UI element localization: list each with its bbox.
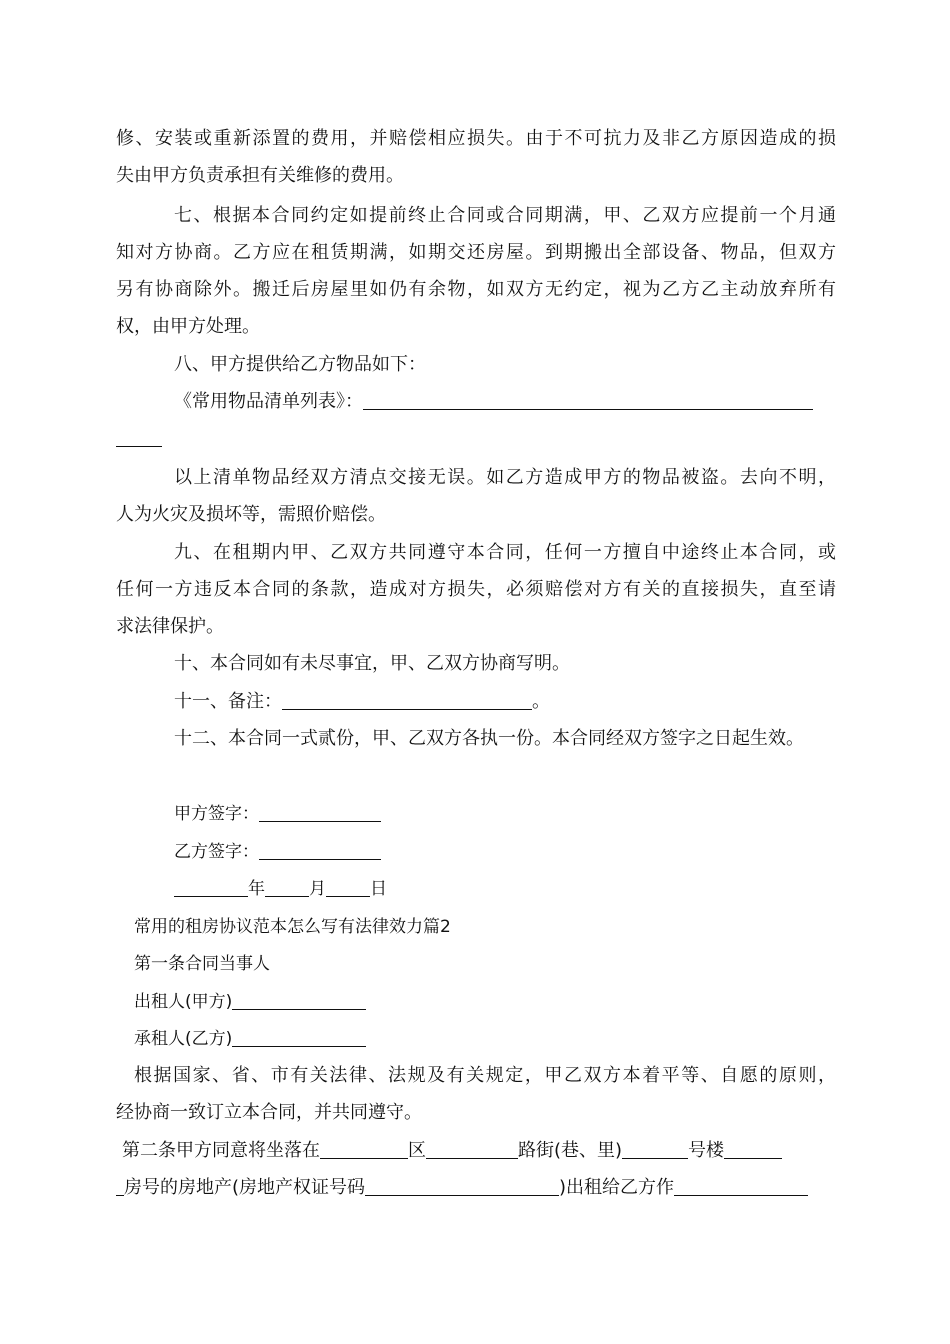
item-list-blank bbox=[363, 391, 813, 410]
building-label: 号楼 bbox=[688, 1140, 725, 1161]
paragraph-line: 失由甲方负责承担有关维修的费用。 bbox=[116, 165, 404, 186]
district-blank bbox=[320, 1140, 408, 1159]
street-blank bbox=[426, 1140, 518, 1159]
room-blank-continued bbox=[116, 1177, 124, 1196]
item-list-blank bbox=[116, 428, 162, 447]
building-blank bbox=[622, 1140, 688, 1159]
year-label: 年 bbox=[248, 879, 265, 899]
remarks-label: 十一、备注： bbox=[174, 691, 282, 712]
paragraph-line: 另有协商除外。搬迁后房屋里如仍有余物，如双方无约定，视为乙方乙主动放弃所有 bbox=[116, 279, 836, 300]
article-two-line-continued bbox=[116, 1177, 836, 1199]
lease-purpose-blank bbox=[674, 1177, 808, 1196]
lessor-blank bbox=[232, 991, 366, 1010]
remarks-line bbox=[174, 691, 894, 713]
room-blank bbox=[724, 1140, 782, 1159]
paragraph-line: 求法律保护。 bbox=[116, 616, 224, 637]
article-two-text: 第二条甲方同意将坐落在 bbox=[122, 1140, 320, 1161]
paragraph-line: 权，由甲方处理。 bbox=[116, 316, 260, 337]
article-two-line bbox=[122, 1140, 842, 1162]
paragraph-line: 九、在租期内甲、乙双方共同遵守本合同，任何一方擅自中途终止本合同，或 bbox=[174, 542, 836, 563]
property-cert-label: 房号的房地产(房地产权证号码 bbox=[124, 1177, 366, 1198]
paragraph-line: 七、根据本合同约定如提前终止合同或合同期满，甲、乙双方应提前一个月通 bbox=[174, 205, 836, 226]
party-a-signature-line bbox=[174, 803, 894, 825]
paragraph-line: 知对方协商。乙方应在租赁期满，如期交还房屋。到期搬出全部设备、物品，但双方 bbox=[116, 242, 836, 263]
month-label: 月 bbox=[309, 879, 326, 899]
lessee-blank bbox=[232, 1028, 366, 1047]
section-heading: 常用的租房协议范本怎么写有法律效力篇2 bbox=[134, 917, 451, 937]
paragraph-line: 十、本合同如有未尽事宜，甲、乙双方协商写明。 bbox=[174, 653, 570, 674]
party-b-signature-blank bbox=[259, 841, 381, 860]
district-label: 区 bbox=[408, 1140, 426, 1161]
day-label: 日 bbox=[370, 879, 387, 899]
party-a-signature-blank bbox=[259, 803, 381, 822]
paragraph-line: 修、安装或重新添置的费用，并赔偿相应损失。由于不可抗力及非乙方原因造成的损 bbox=[116, 128, 836, 149]
paragraph-line: 八、甲方提供给乙方物品如下： bbox=[174, 354, 426, 375]
paragraph-line: 十二、本合同一式贰份，甲、乙双方各执一份。本合同经双方签字之日起生效。 bbox=[174, 728, 804, 749]
property-cert-blank bbox=[365, 1177, 559, 1196]
remarks-blank bbox=[282, 691, 532, 710]
day-blank bbox=[326, 878, 370, 897]
lessee-label: 承租人(乙方) bbox=[134, 1029, 233, 1049]
lessor-line bbox=[134, 991, 854, 1013]
month-blank bbox=[265, 878, 309, 897]
street-label: 路街(巷、里) bbox=[518, 1140, 623, 1161]
paragraph-line: 根据国家、省、市有关法律、法规及有关规定，甲乙双方本着平等、自愿的原则， bbox=[134, 1065, 836, 1086]
item-list-line bbox=[174, 391, 854, 413]
date-line bbox=[174, 878, 894, 900]
remarks-period: 。 bbox=[532, 691, 550, 712]
paragraph-line: 任何一方违反本合同的条款，造成对方损失，必须赔偿对方有关的直接损失，直至请 bbox=[116, 579, 836, 600]
paragraph-line: 经协商一致订立本合同，并共同遵守。 bbox=[116, 1102, 422, 1123]
item-list-label: 《常用物品清单列表》： bbox=[174, 391, 363, 412]
paragraph-line: 以上清单物品经双方清点交接无误。如乙方造成甲方的物品被盗。去向不明， bbox=[174, 467, 836, 488]
article-heading: 第一条合同当事人 bbox=[134, 954, 270, 974]
party-b-signature-label: 乙方签字： bbox=[174, 842, 259, 862]
paragraph-line: 人为火灾及损坏等，需照价赔偿。 bbox=[116, 504, 386, 525]
lessee-line bbox=[134, 1028, 854, 1050]
party-a-signature-label: 甲方签字： bbox=[174, 804, 259, 824]
year-blank bbox=[174, 878, 248, 897]
lessor-label: 出租人(甲方) bbox=[134, 992, 233, 1012]
item-list-line-continued bbox=[116, 428, 836, 450]
party-b-signature-line bbox=[174, 841, 894, 863]
lease-purpose-label: )出租给乙方作 bbox=[559, 1177, 675, 1198]
